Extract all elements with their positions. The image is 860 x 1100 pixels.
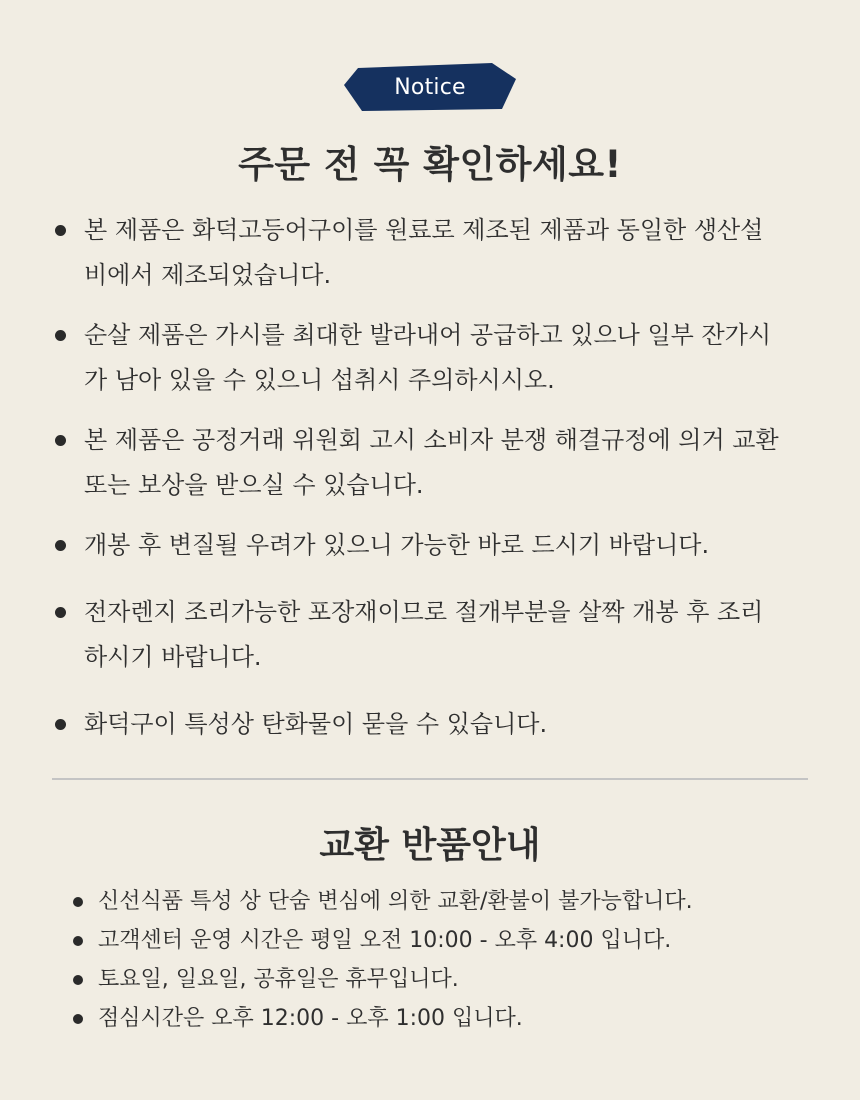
- notice-item-line: 화덕구이 특성상 탄화물이 묻을 수 있습니다.: [84, 710, 548, 738]
- exchange-item: [70, 999, 830, 1038]
- notice-item: [52, 418, 832, 508]
- bullet-icon: [73, 936, 83, 946]
- notice-badge-label: Notice: [394, 75, 466, 100]
- notice-item: [52, 313, 832, 403]
- bullet-icon: [55, 540, 66, 551]
- notice-item-line: 비에서 제조되었습니다.: [84, 261, 332, 289]
- notice-item-line: 순살 제품은 가시를 최대한 발라내어 공급하고 있으나 일부 잔가시: [84, 321, 771, 349]
- notice-list: [52, 208, 832, 747]
- exchange-item-text: 토요일, 일요일, 공휴일은 휴무입니다.: [98, 967, 459, 992]
- bullet-icon: [55, 607, 66, 618]
- exchange-item-text: 점심시간은 오후 12:00 - 오후 1:00 입니다.: [98, 1006, 523, 1031]
- exchange-item-text: 고객센터 운영 시간은 평일 오전 10:00 - 오후 4:00 입니다.: [98, 928, 672, 953]
- bullet-icon: [73, 975, 83, 985]
- exchange-item: [70, 921, 830, 960]
- notice-badge: [344, 63, 516, 111]
- exchange-item: [70, 882, 830, 921]
- page-title: 주문 전 꼭 확인하세요!: [238, 143, 622, 186]
- notice-item-line: 하시기 바랍니다.: [84, 643, 262, 671]
- notice-item-line: 본 제품은 공정거래 위원회 고시 소비자 분쟁 해결규정에 의거 교환: [84, 426, 779, 454]
- bullet-icon: [55, 225, 66, 236]
- exchange-section-title: 교환 반품안내: [319, 825, 541, 866]
- bullet-icon: [55, 330, 66, 341]
- notice-item: [52, 702, 832, 747]
- notice-item-line: 전자렌지 조리가능한 포장재이므로 절개부분을 살짝 개봉 후 조리: [84, 598, 764, 626]
- notice-item-line: 또는 보상을 받으실 수 있습니다.: [84, 471, 424, 499]
- bullet-icon: [73, 897, 83, 907]
- bullet-icon: [55, 719, 66, 730]
- notice-item-line: 가 남아 있을 수 있으니 섭취시 주의하시시오.: [84, 366, 555, 394]
- notice-item-line: 개봉 후 변질될 우려가 있으니 가능한 바로 드시기 바랍니다.: [84, 531, 710, 559]
- exchange-item-text: 신선식품 특성 상 단숨 변심에 의한 교환/환불이 불가능합니다.: [98, 889, 693, 914]
- bullet-icon: [73, 1014, 83, 1024]
- bullet-icon: [55, 435, 66, 446]
- exchange-list: [70, 882, 830, 1038]
- notice-item: [52, 208, 832, 298]
- section-divider: [52, 778, 808, 780]
- notice-item: [52, 523, 832, 568]
- exchange-item: [70, 960, 830, 999]
- notice-item: [52, 590, 832, 680]
- notice-item-line: 본 제품은 화덕고등어구이를 원료로 제조된 제품과 동일한 생산설: [84, 216, 764, 244]
